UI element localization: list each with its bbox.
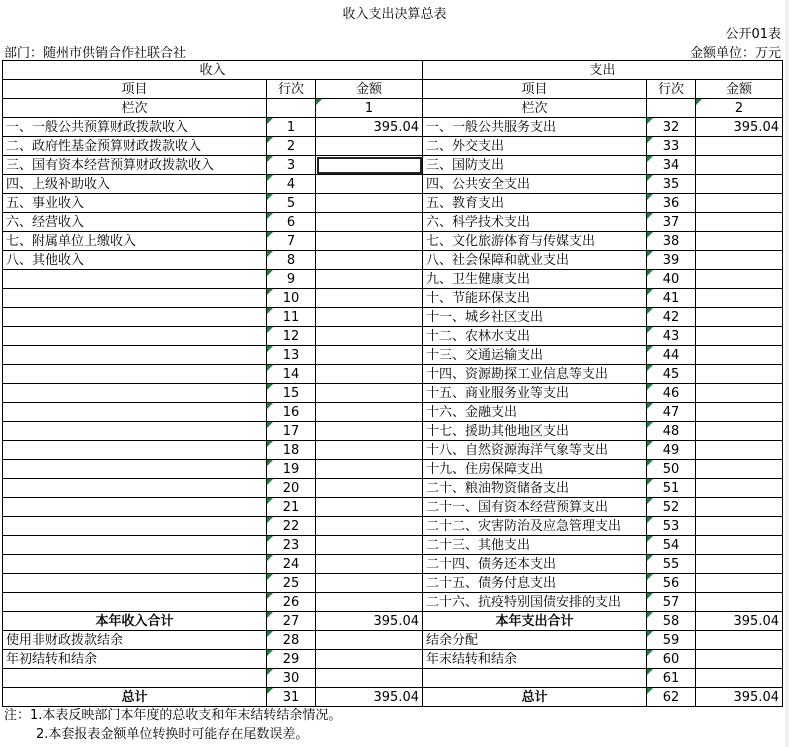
income-row-number[interactable]: 14	[267, 365, 316, 384]
subtotal-row	[3, 612, 783, 631]
income-item-cell[interactable]: 总计	[3, 688, 267, 707]
expense-item-cell[interactable]: 十七、援助其他地区支出	[423, 422, 647, 441]
income-row-number[interactable]: 23	[267, 536, 316, 555]
income-row-number[interactable]: 1	[267, 118, 316, 137]
expense-row-number[interactable]: 58	[647, 612, 696, 631]
table-row	[3, 631, 783, 650]
department-label: 部门：随州市供销合作社联合社	[4, 46, 187, 61]
table-row	[3, 346, 783, 365]
expense-amount-cell[interactable]	[696, 137, 783, 156]
expense-amount-cell[interactable]	[696, 156, 783, 175]
expense-amount-cell[interactable]	[696, 669, 783, 688]
expense-item-cell[interactable]: 九、卫生健康支出	[423, 270, 647, 289]
table-row	[3, 118, 783, 137]
table-row	[3, 479, 783, 498]
income-amount-cell[interactable]: 395.04	[316, 118, 423, 137]
expense-row-number[interactable]: 48	[647, 422, 696, 441]
income-amount-cell[interactable]	[316, 346, 423, 365]
expense-amount-cell[interactable]	[696, 460, 783, 479]
income-item-cell[interactable]: 三、国有资本经营预算财政拨款收入	[3, 156, 267, 175]
income-amount-cell[interactable]	[316, 365, 423, 384]
expense-amount-cell[interactable]	[696, 422, 783, 441]
expense-row-number[interactable]: 43	[647, 327, 696, 346]
income-item-cell[interactable]	[3, 346, 267, 365]
income-row-number[interactable]: 15	[267, 384, 316, 403]
income-amount-cell[interactable]	[316, 631, 423, 650]
income-amount-cell[interactable]	[316, 517, 423, 536]
expense-amount-header[interactable]: 金额	[696, 80, 783, 99]
income-row-number[interactable]: 3	[267, 156, 316, 175]
expense-item-cell[interactable]: 年末结转和结余	[423, 650, 647, 669]
footnote-1: 注：1.本表反映部门本年度的总收支和年末结转结余情况。	[4, 708, 342, 723]
table-row	[3, 327, 783, 346]
expense-item-header[interactable]: 项目	[423, 80, 647, 99]
income-amount-cell[interactable]	[316, 137, 423, 156]
expense-row-number[interactable]: 33	[647, 137, 696, 156]
income-row-number[interactable]: 26	[267, 593, 316, 612]
expense-item-cell[interactable]: 八、社会保障和就业支出	[423, 251, 647, 270]
expense-amount-cell[interactable]	[696, 384, 783, 403]
table-row	[3, 669, 783, 688]
expense-row-number[interactable]: 42	[647, 308, 696, 327]
income-row-number[interactable]: 30	[267, 669, 316, 688]
expense-item-cell[interactable]: 七、文化旅游体育与传媒支出	[423, 232, 647, 251]
expense-amount-cell[interactable]	[696, 213, 783, 232]
income-amount-cell[interactable]	[316, 232, 423, 251]
expense-row-number[interactable]: 52	[647, 498, 696, 517]
expense-amount-cell[interactable]	[696, 175, 783, 194]
table-row	[3, 270, 783, 289]
expense-amount-cell[interactable]	[696, 403, 783, 422]
income-item-cell[interactable]	[3, 441, 267, 460]
expense-row-number[interactable]: 55	[647, 555, 696, 574]
income-item-cell[interactable]: 年初结转和结余	[3, 650, 267, 669]
expense-row-number[interactable]: 35	[647, 175, 696, 194]
income-row-number[interactable]: 24	[267, 555, 316, 574]
income-amount-cell[interactable]	[316, 156, 423, 175]
expense-row-number[interactable]: 38	[647, 232, 696, 251]
expense-amount-cell[interactable]	[696, 327, 783, 346]
expense-row-number[interactable]: 57	[647, 593, 696, 612]
income-item-cell[interactable]: 六、经营收入	[3, 213, 267, 232]
table-title: 收入支出决算总表	[342, 7, 447, 22]
expense-item-cell[interactable]: 结余分配	[423, 631, 647, 650]
expense-section-header[interactable]: 支出	[423, 61, 783, 80]
column-index-row	[3, 99, 783, 118]
expense-item-cell[interactable]: 二、外交支出	[423, 137, 647, 156]
expense-item-cell[interactable]: 五、教育支出	[423, 194, 647, 213]
expense-item-cell[interactable]: 二十三、其他支出	[423, 536, 647, 555]
table-row	[3, 308, 783, 327]
income-item-cell[interactable]	[3, 574, 267, 593]
income-row-number[interactable]: 5	[267, 194, 316, 213]
expense-row-number[interactable]: 62	[647, 688, 696, 707]
income-item-cell[interactable]	[3, 270, 267, 289]
expense-column-label[interactable]: 栏次	[423, 99, 647, 118]
income-amount-cell[interactable]	[316, 536, 423, 555]
expense-amount-cell[interactable]	[696, 194, 783, 213]
expense-row-number[interactable]: 36	[647, 194, 696, 213]
expense-row-number[interactable]: 60	[647, 650, 696, 669]
income-amount-cell[interactable]	[316, 441, 423, 460]
income-amount-cell[interactable]	[316, 669, 423, 688]
sheet-edge	[785, 0, 789, 747]
income-item-cell[interactable]: 五、事业收入	[3, 194, 267, 213]
expense-amount-cell[interactable]	[696, 308, 783, 327]
income-column-blank[interactable]	[267, 99, 316, 118]
expense-row-number[interactable]: 49	[647, 441, 696, 460]
income-amount-cell[interactable]	[316, 308, 423, 327]
income-amount-cell[interactable]	[316, 650, 423, 669]
income-row-number[interactable]: 6	[267, 213, 316, 232]
income-item-cell[interactable]: 使用非财政拨款结余	[3, 631, 267, 650]
expense-item-cell[interactable]: 一、一般公共服务支出	[423, 118, 647, 137]
unit-label: 金额单位：万元	[689, 46, 781, 61]
income-item-cell[interactable]	[3, 384, 267, 403]
expense-row-number[interactable]: 44	[647, 346, 696, 365]
income-amount-cell[interactable]	[316, 251, 423, 270]
income-amount-cell[interactable]	[316, 479, 423, 498]
income-section-header[interactable]: 收入	[3, 61, 423, 80]
expense-item-cell[interactable]: 二十六、抗疫特别国债安排的支出	[423, 593, 647, 612]
income-row-number[interactable]: 13	[267, 346, 316, 365]
income-row-number[interactable]: 12	[267, 327, 316, 346]
income-row-number[interactable]: 11	[267, 308, 316, 327]
expense-item-cell[interactable]: 十八、自然资源海洋气象等支出	[423, 441, 647, 460]
expense-amount-cell[interactable]: 395.04	[696, 118, 783, 137]
expense-item-cell[interactable]: 二十五、债务付息支出	[423, 574, 647, 593]
expense-amount-cell[interactable]	[696, 574, 783, 593]
expense-amount-cell[interactable]	[696, 536, 783, 555]
income-item-header[interactable]: 项目	[3, 80, 267, 99]
expense-item-cell[interactable]: 十九、住房保障支出	[423, 460, 647, 479]
income-amount-cell[interactable]	[316, 403, 423, 422]
expense-row-number[interactable]: 54	[647, 536, 696, 555]
expense-item-cell[interactable]: 三、国防支出	[423, 156, 647, 175]
income-row-number[interactable]: 10	[267, 289, 316, 308]
income-item-cell[interactable]	[3, 555, 267, 574]
income-item-cell[interactable]	[3, 517, 267, 536]
expense-row-number[interactable]: 53	[647, 517, 696, 536]
table-row	[3, 137, 783, 156]
expense-row-number[interactable]: 47	[647, 403, 696, 422]
income-row-header[interactable]: 行次	[267, 80, 316, 99]
income-amount-cell[interactable]	[316, 194, 423, 213]
table-row	[3, 517, 783, 536]
expense-amount-cell[interactable]: 395.04	[696, 688, 783, 707]
income-row-number[interactable]: 8	[267, 251, 316, 270]
income-amount-cell[interactable]	[316, 289, 423, 308]
income-item-cell[interactable]	[3, 327, 267, 346]
income-item-cell[interactable]	[3, 365, 267, 384]
expense-row-number[interactable]: 41	[647, 289, 696, 308]
expense-row-number[interactable]: 50	[647, 460, 696, 479]
income-column-label[interactable]: 栏次	[3, 99, 267, 118]
expense-row-number[interactable]: 39	[647, 251, 696, 270]
income-amount-cell[interactable]	[316, 498, 423, 517]
table-row	[3, 289, 783, 308]
income-amount-cell[interactable]	[316, 574, 423, 593]
expense-row-number[interactable]: 40	[647, 270, 696, 289]
income-row-number[interactable]: 4	[267, 175, 316, 194]
expense-item-cell[interactable]: 二十、粮油物资储备支出	[423, 479, 647, 498]
income-amount-cell[interactable]	[316, 270, 423, 289]
expense-amount-cell[interactable]	[696, 631, 783, 650]
income-row-number[interactable]: 20	[267, 479, 316, 498]
income-row-number[interactable]: 9	[267, 270, 316, 289]
expense-amount-cell[interactable]	[696, 441, 783, 460]
summary-table	[2, 60, 783, 707]
income-item-cell[interactable]	[3, 536, 267, 555]
form-number: 公开01表	[725, 27, 781, 42]
income-row-number[interactable]: 27	[267, 612, 316, 631]
income-amount-cell[interactable]	[316, 593, 423, 612]
income-amount-cell[interactable]	[316, 213, 423, 232]
table-row	[3, 232, 783, 251]
table-row	[3, 251, 783, 270]
table-row	[3, 498, 783, 517]
expense-item-cell[interactable]: 十五、商业服务业等支出	[423, 384, 647, 403]
income-column-number[interactable]: 1	[316, 99, 423, 118]
table-row	[3, 593, 783, 612]
income-amount-cell[interactable]: 395.04	[316, 688, 423, 707]
income-amount-cell[interactable]	[316, 384, 423, 403]
income-item-cell[interactable]	[3, 593, 267, 612]
expense-amount-cell[interactable]	[696, 365, 783, 384]
income-row-number[interactable]: 7	[267, 232, 316, 251]
column-header-row	[3, 80, 783, 99]
table-row	[3, 156, 783, 175]
income-item-cell[interactable]	[3, 498, 267, 517]
table-row	[3, 365, 783, 384]
income-row-number[interactable]: 21	[267, 498, 316, 517]
expense-row-number[interactable]: 45	[647, 365, 696, 384]
income-row-number[interactable]: 19	[267, 460, 316, 479]
expense-item-cell[interactable]: 十四、资源勘探工业信息等支出	[423, 365, 647, 384]
income-row-number[interactable]: 18	[267, 441, 316, 460]
expense-amount-cell[interactable]	[696, 289, 783, 308]
income-amount-cell[interactable]	[316, 422, 423, 441]
expense-row-number[interactable]: 34	[647, 156, 696, 175]
table-row	[3, 175, 783, 194]
expense-item-cell[interactable]: 六、科学技术支出	[423, 213, 647, 232]
expense-item-cell[interactable]: 十六、金融支出	[423, 403, 647, 422]
section-header-row	[3, 61, 783, 80]
table-row	[3, 536, 783, 555]
income-amount-header[interactable]: 金额	[316, 80, 423, 99]
expense-row-number[interactable]: 37	[647, 213, 696, 232]
footnotes	[4, 706, 341, 744]
income-amount-cell[interactable]: 395.04	[316, 612, 423, 631]
expense-row-number[interactable]: 32	[647, 118, 696, 137]
table-row	[3, 441, 783, 460]
expense-row-header[interactable]: 行次	[647, 80, 696, 99]
expense-item-cell[interactable]: 四、公共安全支出	[423, 175, 647, 194]
table-row	[3, 555, 783, 574]
expense-amount-cell[interactable]	[696, 555, 783, 574]
income-item-cell[interactable]: 本年收入合计	[3, 612, 267, 631]
expense-amount-cell[interactable]	[696, 498, 783, 517]
income-amount-cell[interactable]	[316, 327, 423, 346]
income-row-number[interactable]: 17	[267, 422, 316, 441]
table-row	[3, 650, 783, 669]
income-item-cell[interactable]: 一、一般公共预算财政拨款收入	[3, 118, 267, 137]
expense-item-cell[interactable]: 十一、城乡社区支出	[423, 308, 647, 327]
expense-item-cell[interactable]: 十、节能环保支出	[423, 289, 647, 308]
income-item-cell[interactable]: 四、上级补助收入	[3, 175, 267, 194]
income-item-cell[interactable]	[3, 289, 267, 308]
expense-item-cell[interactable]: 十二、农林水支出	[423, 327, 647, 346]
expense-amount-cell[interactable]	[696, 270, 783, 289]
income-row-number[interactable]: 2	[267, 137, 316, 156]
expense-item-cell[interactable]	[423, 669, 647, 688]
table-row	[3, 460, 783, 479]
expense-amount-cell[interactable]	[696, 251, 783, 270]
expense-amount-cell[interactable]	[696, 593, 783, 612]
expense-row-number[interactable]: 56	[647, 574, 696, 593]
income-item-cell[interactable]	[3, 479, 267, 498]
income-amount-cell[interactable]	[316, 460, 423, 479]
expense-amount-cell[interactable]	[696, 650, 783, 669]
expense-column-number[interactable]: 2	[696, 99, 783, 118]
table-row	[3, 213, 783, 232]
income-item-cell[interactable]	[3, 308, 267, 327]
income-item-cell[interactable]: 二、政府性基金预算财政拨款收入	[3, 137, 267, 156]
income-item-cell[interactable]: 七、附属单位上缴收入	[3, 232, 267, 251]
expense-row-number[interactable]: 61	[647, 669, 696, 688]
income-row-number[interactable]: 25	[267, 574, 316, 593]
footnote-2: 2.本套报表金额单位转换时可能存在尾数误差。	[36, 727, 309, 742]
table-row	[3, 574, 783, 593]
income-item-cell[interactable]	[3, 403, 267, 422]
income-item-cell[interactable]	[3, 460, 267, 479]
expense-amount-cell[interactable]	[696, 346, 783, 365]
income-item-cell[interactable]: 八、其他收入	[3, 251, 267, 270]
income-row-number[interactable]: 29	[267, 650, 316, 669]
income-item-cell[interactable]	[3, 422, 267, 441]
expense-row-number[interactable]: 46	[647, 384, 696, 403]
expense-item-cell[interactable]: 二十一、国有资本经营预算支出	[423, 498, 647, 517]
table-row	[3, 422, 783, 441]
expense-row-number[interactable]: 51	[647, 479, 696, 498]
income-amount-cell[interactable]	[316, 175, 423, 194]
income-row-number[interactable]: 16	[267, 403, 316, 422]
expense-item-cell[interactable]: 本年支出合计	[423, 612, 647, 631]
total-row	[3, 688, 783, 707]
expense-amount-cell[interactable]	[696, 479, 783, 498]
table-row	[3, 403, 783, 422]
table-row	[3, 194, 783, 213]
income-row-number[interactable]: 22	[267, 517, 316, 536]
expense-amount-cell[interactable]	[696, 517, 783, 536]
table-row	[3, 384, 783, 403]
expense-amount-cell[interactable]	[696, 232, 783, 251]
income-item-cell[interactable]	[3, 669, 267, 688]
expense-item-cell[interactable]: 总计	[423, 688, 647, 707]
income-row-number[interactable]: 31	[267, 688, 316, 707]
expense-item-cell[interactable]: 二十二、灾害防治及应急管理支出	[423, 517, 647, 536]
income-amount-cell[interactable]	[316, 555, 423, 574]
expense-column-blank[interactable]	[647, 99, 696, 118]
expense-item-cell[interactable]: 十三、交通运输支出	[423, 346, 647, 365]
expense-amount-cell[interactable]: 395.04	[696, 612, 783, 631]
expense-row-number[interactable]: 59	[647, 631, 696, 650]
income-row-number[interactable]: 28	[267, 631, 316, 650]
expense-item-cell[interactable]: 二十四、债务还本支出	[423, 555, 647, 574]
